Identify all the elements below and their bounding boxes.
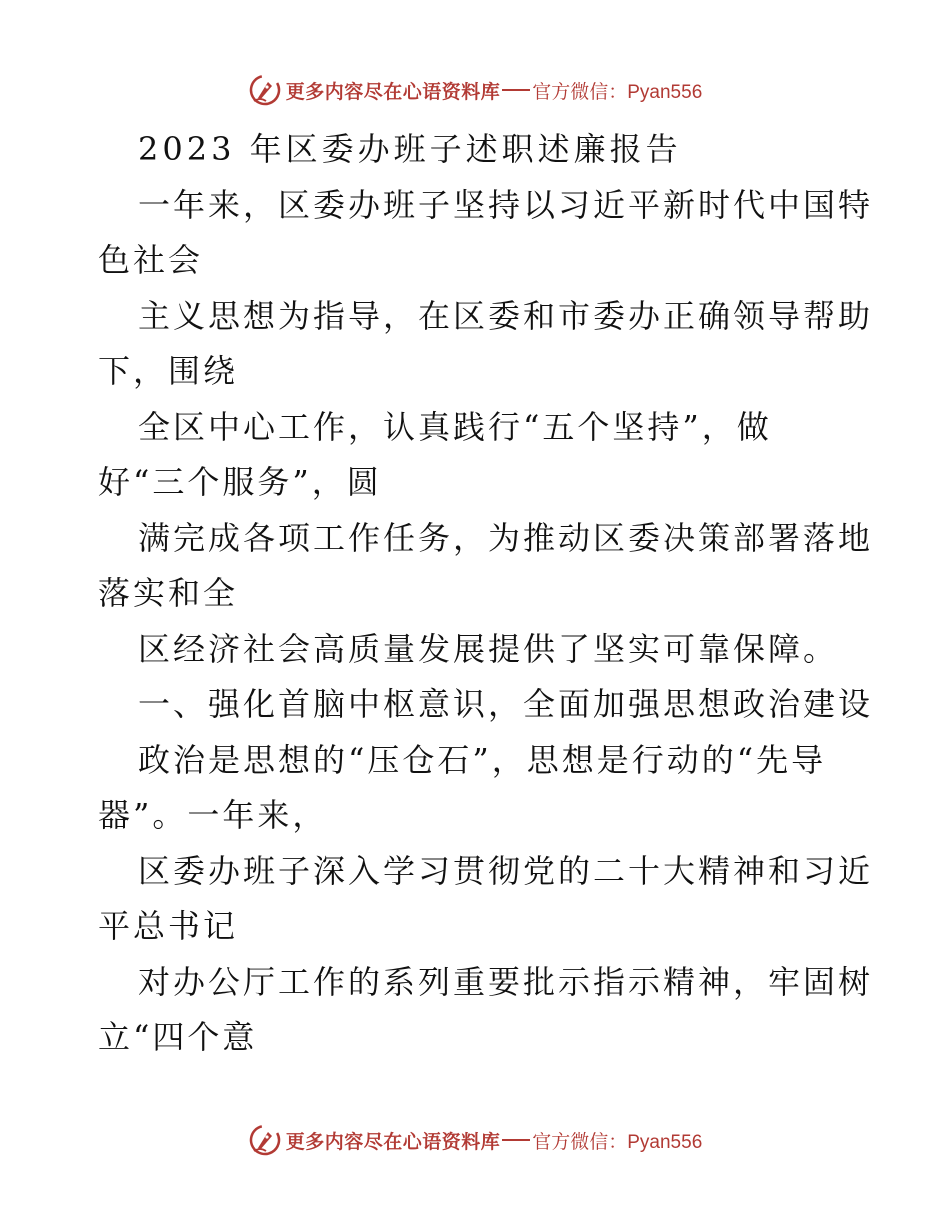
banner-text: 更多内容尽在心语资料库 (285, 1130, 501, 1153)
text-line: 主义思想为指导，在区委和市委办正确领导帮助 (138, 296, 874, 335)
pen-nib-logo-icon (248, 1123, 282, 1157)
header-banner (0, 68, 950, 112)
text-line: 好“三个服务”，圆 (98, 463, 382, 501)
text-line: 对办公厅工作的系列重要批示指示精神，牢固树 (138, 962, 874, 1001)
text-line: 落实和全 (98, 574, 239, 612)
text-line: 下，围绕 (98, 352, 239, 390)
pen-nib-logo-icon (248, 73, 282, 107)
banner-separator (502, 89, 530, 91)
text-line: 区委办班子深入学习贯彻党的二十大精神和习近 (138, 851, 874, 890)
document-title: 2023 年区委办班子述职述廉报告 (138, 130, 682, 168)
text-line: 色社会 (98, 241, 204, 279)
section-heading: 一、强化首脑中枢意识，全面加强思想政治建设 (138, 685, 874, 723)
banner-contact: 官方微信：Pyan556 (532, 1131, 703, 1153)
text-line: 器”。一年来， (98, 796, 328, 834)
text-line: 一年来，区委办班子坚持以习近平新时代中国特 (138, 185, 874, 224)
footer-banner (0, 1118, 950, 1162)
text-line: 区经济社会高质量发展提供了坚实可靠保障。 (138, 629, 839, 668)
text-line: 平总书记 (98, 907, 239, 945)
text-line: 立“四个意 (98, 1018, 258, 1056)
banner-contact: 官方微信：Pyan556 (532, 81, 703, 103)
text-line: 政治是思想的“压仓石”，思想是行动的“先导 (138, 740, 827, 779)
text-line: 全区中心工作，认真践行“五个坚持”，做 (138, 407, 772, 446)
document-body (98, 122, 874, 1066)
banner-text: 更多内容尽在心语资料库 (285, 80, 501, 103)
banner-separator (502, 1139, 530, 1141)
text-line: 满完成各项工作任务，为推动区委决策部署落地 (138, 518, 874, 557)
